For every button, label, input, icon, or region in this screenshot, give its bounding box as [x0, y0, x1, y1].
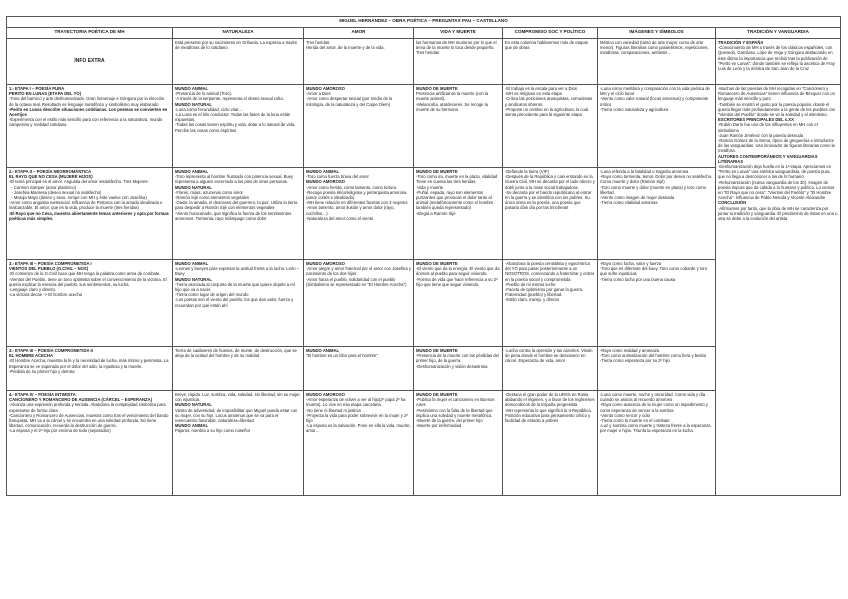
cell-line: -Proyecta la vida para poder sobrevivir en la mujer y 2º hijo	[306, 412, 410, 424]
naturaleza-cell	[173, 85, 304, 168]
cell-heading: CANCIONERO Y ROMANCERO DE AUSENCIA (CÁRCEL – ESPERANZA)	[9, 397, 153, 403]
cell-line: Tres heridas:	[306, 40, 331, 45]
cell-line: Tierra de cadáveres de huesos, de monte, de destrucción, que se aleja de la actitud del hombre y de su maldad	[175, 348, 298, 359]
cell-line: -Naturaleza del amor como el viento	[306, 215, 374, 221]
info-naturaleza	[173, 39, 304, 85]
cell-heading: MUNDO DE MUERTE	[416, 261, 458, 266]
cell-line: -Después de la República y casi entrando en la Guerra Civil, MH se decanta por el lado obrero y doblí junto a la clase social trabajadora.	[505, 174, 597, 190]
cell-line: -A través de la serpiente, representa el deseo sexual culto.	[175, 96, 284, 102]
cell-heading: MUNDO ANIMAL	[175, 86, 209, 91]
cell-line: -Tierra como esperanza por su 2º hijo	[600, 358, 670, 364]
header-vida-muerte: VIDA Y MUERTE	[414, 28, 503, 39]
cell-heading: ESCRITORES PRINCIPALES DEL s.XX	[718, 117, 794, 123]
cell-heading: MUNDO ANIMAL	[306, 348, 340, 353]
amor-cell	[304, 85, 414, 168]
cell-heading: PERITO EN LUNAS (ETAPA DEL YO)	[9, 91, 82, 97]
info-row	[7, 39, 841, 85]
cell-heading: VIENTOS DEL PUEBLO (G.CIVIL – NOS)	[9, 266, 89, 272]
vida-cell	[414, 391, 503, 496]
amor-cell	[304, 168, 414, 260]
cell-heading: MUNDO ANIMAL	[175, 261, 209, 266]
trayectoria-cell	[7, 168, 173, 260]
naturaleza-cell	[173, 168, 304, 260]
cell-line: Breve, rápida. Luz, sombra, vida, soledad, sin libertad, sin su mujer, con injusticia.	[175, 392, 302, 403]
cell-heading: MUNDO DE MUERTE	[416, 348, 458, 353]
header-amor: AMOR	[304, 28, 414, 39]
cell-line: -Toro como muerte y dolor (muerte en plaza) y toro como libertad	[600, 184, 708, 195]
cell-line: -MH tiene relación en diferentes facetas con 3 mujeres	[306, 200, 408, 206]
trayectoria-cell	[7, 347, 173, 391]
compromiso-cell	[503, 391, 598, 496]
cell-line: -Amor como herida, como lamento, como tortura	[306, 184, 397, 190]
cell-heading: MUNDO AMOROSO	[306, 86, 345, 91]
cell-line: -Melancolía, atardeceres. Se recoge la muerte de su hermano.	[416, 101, 490, 112]
cell-line: -Rayo como maldad y amenaza	[600, 348, 660, 353]
cell-line: -Vida y muerte	[416, 184, 444, 190]
cell-line: -La victoria decae -> El hombre acecha	[9, 292, 82, 298]
cell-line: -Deshumanización y visión desastrosa	[416, 363, 488, 369]
cell-heading: CONCLUSIÓN	[718, 200, 747, 206]
cell-line: -Tierra como vitalidad amorosa	[600, 200, 658, 206]
compromiso-cell	[503, 260, 598, 347]
cell-line: -Amor esperanza de volver a ver al hijo(2º papá 2º ha muerto). Lo vive en esa etapa carcelaria.	[306, 397, 407, 408]
table-row	[7, 260, 841, 347]
cell-line: -Tono del barroco y arte deshumanizado. Gran homenaje a Góngora por la elección de la octava real. Resultado es lenguaje metafórico y simbolismo muy elaborado	[9, 96, 166, 107]
cell-heading: 3.- ETAPA III – POESÍA COMPROMETIDA I	[9, 261, 92, 266]
header-trayectoria: TRAYECTORIA POÉTICA DE MH	[7, 28, 173, 39]
cell-line: -Destaca el gran poder de la URSS en Rusia alabando el régimen, y a favor de los regímenes democráticos de la España progresista	[505, 392, 596, 408]
cell-line: -Luna:como fecundidad, ciclo vital…	[175, 106, 243, 112]
cell-line: -Todas las cosas tienen espíritu y vida, dotar a lo natural de vida. Percibe las cosas como espíritus	[175, 122, 297, 133]
cell-line: -Rubén Darío fue uno de los influyentes en MH con el simbolismo	[718, 122, 819, 133]
table-row	[7, 85, 841, 168]
cell-line: -Amor lamento, amor ilusión y amor dolor (rayo, cuchillos…)	[306, 205, 396, 216]
header-imagenes: IMÁGENES Y SÍMBOLOS	[598, 28, 716, 39]
cell-heading: EL RAYO QUE NO CESA (MUJERE HIJOS)	[9, 174, 93, 180]
cell-line: -Amor como despertar sexual (por medio de la mitología, de la naturaleza y del Carpe Diem)	[306, 96, 394, 107]
cell-line: -El comienzo de la G.Civil hace que MH tenga la palabra como arma de combate.	[9, 271, 161, 277]
cell-line: -Toro como fuerza brava del amor	[306, 174, 369, 180]
cell-heading: MUNDO NATURAL	[175, 101, 212, 107]
cell-line: -Defiende la tierra (VIP)	[505, 169, 549, 174]
cell-line: -Se decanta por el bando republicano al entrar en la guerra y se identifica con los pobres. Su único arma es la poesía, una poesía que pasaría días día por las trincheras	[505, 189, 593, 211]
imagenes-cell	[598, 168, 716, 260]
cell-heading: 3.- ETAPA III – POESÍA COMPROMETIDA II	[9, 348, 93, 353]
cell-line: -MH representa lo que significó la II República. Posición educativa para pensamiento crítico y facilidad de estudio a pobres	[505, 407, 593, 424]
cell-heading: MUNDO DE MUERTE	[416, 86, 458, 91]
vida-cell	[414, 168, 503, 260]
naturaleza-cell	[173, 260, 304, 347]
trayectoria-cell	[7, 85, 173, 168]
cell-heading: 1.- ETAPA I – POESÍA PURA	[9, 86, 65, 91]
cell-line: -Toro como ira, muerte en la plaza, vitalidad	[416, 174, 498, 180]
cell-line: -La esposa y el 2º hijo por encima de todo (separados)	[9, 428, 111, 434]
cell-line: -Deshumanización deja huella en la 1ª etapa. Apreciamos en "Perito en Lunas" una estética vanguardista, de poesía pura, que no llega a desconocer a los de lo humano	[718, 164, 833, 180]
naturaleza-cell	[173, 347, 304, 391]
imagenes-cell	[598, 391, 716, 496]
trayectoria-cell	[7, 391, 173, 496]
cell-line: -Lenguaje claro y directo.	[9, 287, 57, 293]
cell-line: -Elegía a Ramón Sijé	[416, 210, 456, 216]
cell-line: -Critica las posiciones anarquistas, comunistas y sindicatos obreros.	[505, 96, 594, 107]
cell-line: -También se mostró el gusto por la poesía popular, donde el quería llegar más profundamente a la gente de los pueblos con "Vientos del Pueblo" donde se ve la soledad y el intimismo.	[718, 101, 837, 118]
header-naturaleza: NATURALEZA	[173, 28, 304, 39]
cell-heading: MUNDO ANIMAL	[306, 169, 340, 174]
header-tradicion: TRADICIÓN Y VANGUARDIA	[716, 28, 841, 39]
cell-line: Viento de adversidad, de imposibilitar que Miguel pueda estar con su mujer, con su hijo. Locus amoenus que se va para el reencuentro favorable. naturaleza=libertad	[175, 407, 299, 424]
amor-cell	[304, 260, 414, 347]
cell-line: -Luna como muerte, noche y oscuridad. Como vida y día cuando se asocia al recuerdo amoroso	[600, 392, 707, 403]
cell-heading: MUNDO DE MUERTE	[416, 392, 458, 397]
table-row	[7, 347, 841, 391]
cell-line: -Experimenta con el estilo más sencillo para con referencia a la naturaleza, mundo campesino y realidad cotidiana	[9, 117, 164, 128]
cell-line: -Presencia de lo animal (Toro).	[175, 91, 233, 97]
vida-cell	[414, 260, 503, 347]
info-compromiso	[503, 39, 598, 85]
cell-heading: MUNDO AMOROSO	[306, 179, 345, 185]
cell-line: -Viento como valor natural (locus amoenus) y componente mítico	[600, 96, 710, 107]
cell-heading: MUNDO NATURAL	[175, 276, 212, 282]
cell-heading: TRADICIÓN Y ESPAÑA	[718, 40, 764, 45]
amor-cell	[304, 347, 414, 391]
cell-line: -Rehumanización (nueva vanguardia de los 30). Imagen de poesía impura que da cabida a lo humano y político. Lo vemos en "El Rayo que no cesa", "Vientos del Pueblo" y "El Hombre Acecha". Influencia de Pablo Neruda y Vicente Aleixandre	[718, 179, 836, 201]
cell-line: -Flores, rosas, azucenas como amor	[175, 189, 243, 195]
cell-line: -El viento que da la energía. El viento que da ánimos al pueblo para seguir viviendo.	[416, 266, 501, 277]
cell-line: Está presente por su nacimiento en Orihuela. La expresa a través de metáforas de lo cotidiano.	[175, 40, 299, 51]
cell-line: -Toro que es diferente del buey. Toro como cobarde y toro que sufre injusticias	[600, 266, 709, 277]
cell-line: -Leones y bueyes para expresar la actitud frente a la lucha. León – Buey	[175, 266, 301, 277]
table-row	[7, 391, 841, 496]
cell-line: -Recoge poesía ética/religiosa y petrarquista amorosa (amor cortés e idealizado).	[306, 189, 408, 201]
cell-line: -Rayo como tormenta, temor. Dolor por deseo no satisfecho. Como muerte y dolor (Ramón Sijé)	[600, 174, 714, 185]
cell-line: -Propone un cambio en la agricultura, lo cual sienta precedente para la siguiente etapa	[505, 106, 590, 118]
info-imagenes	[598, 39, 716, 85]
cell-line: -El tema principal es el amor. Angustia del amor insatisfecho. Tres Mujeres:	[9, 179, 149, 185]
naturaleza-cell	[173, 391, 304, 496]
cell-line: -Toro como animalización del hombre como fiera y bestia	[600, 353, 706, 359]
cell-heading: MUNDO NATURAL	[175, 184, 212, 190]
cell-line: -Publica la mujer el cancionero en Buenos Aires	[416, 397, 496, 408]
cell-line: -MH es religioso en esta etapa	[505, 91, 562, 97]
cell-heading: AUTORES CONTEMPORÁNEOS Y VANGUARDIAS LITERARIAS	[718, 153, 819, 164]
cell-line: -Ramón Sijé como elementos vegetales	[175, 195, 250, 201]
cell-line: - Maruja Mayo (deseo y sexo, rompe con MH y éste vuelve con Josefina)	[9, 195, 147, 201]
header-compromiso: COMPROMISO SOC Y POLÍTICO	[503, 28, 598, 39]
tradicion-main	[716, 85, 841, 496]
cell-line: -Luz y sombra como muerte y tristeza frente a la esperanza por mujer e hijos. Triunfa la esperanza en la lucha.	[600, 423, 712, 434]
cell-line: -Amor a Dios	[306, 91, 331, 97]
cell-line: -Tierra asociada al conjunto de la muerte que quiere dejarle a mí hijo que va a nacer.	[175, 281, 297, 293]
trayectoria-cell	[7, 260, 173, 347]
cell-line: -Tierra como naturaleza y agricultura	[600, 106, 669, 112]
info-vida	[414, 39, 503, 85]
cell-line: -Estilo claro, transp. y directo	[505, 297, 559, 303]
cell-heading: 2.- ETAPA II – POESÍA NEORROMÁNTICA	[9, 169, 92, 174]
cell-line: -Oasis: la amada, el descanso del guerrero, la paz. Utiliza la tierra para despedir a Ramón Sijé con elementos vegetales	[175, 200, 299, 211]
cell-line: En esta columna hablaremos más de etapas que de obras	[505, 40, 590, 51]
cell-line: -No tiene ni libertad ni justicia	[306, 407, 361, 413]
cell-line: -La Luna es el hilo conductor. Todas las fases de la luna están expuestas.	[175, 112, 292, 123]
cell-line: -Viento huracanado, que significa la fuerza de los sentimientos amorosos. Tormenta, rayo relámpago como dolor	[175, 210, 293, 221]
table-row	[7, 168, 841, 260]
compromiso-cell	[503, 168, 598, 260]
tradicion-info	[716, 39, 841, 85]
cell-heading: MUNDO AMOROSO	[306, 392, 345, 397]
cell-line: Pájaros, nombra a su hijo como ruiseñor	[175, 428, 251, 434]
cell-line: -Tierra como lugar de origen del mundo	[175, 292, 249, 298]
imagenes-cell	[598, 347, 716, 391]
cell-line: -Muerte de la guerra, del primer hijo	[416, 418, 483, 424]
vida-cell	[414, 347, 503, 391]
cell-line: -Faceta de optimismo por ganar la guerra. Fraternidad (pueblo) y libertad.	[505, 287, 585, 298]
cell-line: -Muchas de las poesías de MH recogidas en "Cancionero y Romancero de Ausencias" tienen influencia de Bécquer con un lenguaje más sencillo y puro	[718, 86, 837, 102]
cell-line: Herida del amor, de la muerte y de la vida.	[306, 45, 385, 51]
cell-line: -Luna referida a la fatalidad o tragedia amorosa	[600, 169, 689, 174]
cell-line: los hermanos de MH murieron por lo que el tema de la muerte lo toca desde pequeño. Tres heridas	[416, 40, 498, 56]
cell-line: Tiene en cuenta las tres heridas	[416, 179, 476, 185]
cell-line: -Presencia de la muerte con las pérdidas del primer hijo, de la guerra.	[416, 353, 501, 364]
cell-line: -Rayo como ausencia de la mujer como un impedimento y como esperanza de vencer a la sombra	[600, 402, 710, 413]
cell-line: "El hombre es un lobo para el hombre"	[306, 353, 378, 359]
cell-line: -Juan Ramón Jiménez con la poesía desnuda	[718, 132, 804, 138]
amor-cell	[304, 391, 414, 496]
vida-cell	[414, 85, 503, 168]
cell-heading: -Perito en Lunas describe situaciones cotidianas. Los poemas se convierten en Acertijos	[9, 106, 169, 118]
cell-heading: MUNDO ANIMAL	[175, 169, 209, 174]
cell-line: Métrica con variedad (tanto de arte mayor como de arte menor). Figuras literarias como paralelismos, repeticiones, metáforas, comparaciones, antítesis…	[600, 40, 710, 56]
cell-line: -Amor como angustia existencial. Influencia de Petrarca con la amada idealizada e inalcanzable. El amor, que es la vida, produce la muerte (tres heridas)	[9, 200, 164, 211]
cell-line: -Conocimiento de MH a través de los clásicos españoles, con Quevedo, Garcilaso, Lope de Vega y Góngora destacando en éste último la importancia que recibió tras la publicación de "Perito en Lunas", donde también se refleja la ascética de Fray Luis de León y la mística de San Juan de la Cruz	[718, 45, 836, 72]
cell-heading: MUNDO NATURAL	[175, 402, 212, 408]
compromiso-cell	[503, 85, 598, 168]
cell-line: -Los poetas son el viento del pueblo, los que dan valor, fuerza y recuerdan por qué están ahí	[175, 297, 295, 308]
cell-line: -Pesimismo con la falta de la libertad que implica una soledad y muerte metafórica.	[416, 407, 494, 418]
imagenes-cell	[598, 260, 716, 347]
cell-line: -Toro representa al hombre frustrado con potencia sexual. Buey representa a alguien encerrado a los pies de otras personas.	[175, 174, 295, 185]
cell-line: -Viento como rencor y odio	[600, 412, 650, 418]
cell-line: (Simbolismo se representado en "El Hombre Acecha")	[306, 281, 407, 287]
cell-line: -Luna como metáfora y comparación con la vida poética de MH y el ciclo lunar	[600, 86, 712, 97]
cell-line: Presencia artificial de la muerte (con la muerte animal).	[416, 91, 490, 102]
cell-heading: -El Rayo que no Cesa, muestra abiertamente temas anteriores y opta por formas poéticas más simples.	[9, 210, 171, 221]
cell-line: - Josefina Manresa (deseo sexual no satisfecho)	[9, 189, 102, 195]
cell-line: -Alcanza una expresión profunda y sentida. Abandona la complejidad simbólica para expresarse de forma clara	[9, 402, 167, 413]
cell-line: -Lucha contra la opresión y las cárceles. Visión de pena donde el hombre se desvanece en cárcel. Esperanza de vida, amor	[505, 348, 594, 364]
cell-line: -Tierra como la muerte en el combate	[600, 418, 670, 424]
cell-line: - Carmen Samper (amor platónico)	[9, 184, 77, 190]
study-table	[6, 16, 841, 496]
compromiso-cell	[503, 347, 598, 391]
cell-line: -El Hombre Acecha, muestra la fe y la necesidad de lucha, más íntimo y pesimista. La Esperanza se ve superada por el dolor del odio, la injusticia y la muerte.	[9, 358, 170, 369]
cell-line: -Cancionero y Romancero de Ausencias, muestra como tras el vencimiento del bando franquista, MH va a la cárcel y se encuentra en una soledad profunda. No tiene libertad, comunicación, recuerda la destrucción de guerra.	[9, 412, 170, 429]
cell-line: -Ramón Gómez de la Serna, típico de greguerías e introductor de las vanguardias. Uso innovador de figuras literarias como la metáfora.	[718, 138, 837, 154]
cell-line: -Muerte por enfermedad	[416, 423, 462, 429]
cell-line: -Viento como imagen de mujer deseada	[600, 195, 675, 201]
cell-heading: EL HOMBRE ACECHA	[9, 353, 53, 359]
cell-line: -Pueblo de mi misma leche	[505, 281, 556, 287]
cell-line: -Abandona la poesía centralista y egocéntrica del YO para pasar posteriormente a un NOSOTROS, comenzando a fraternizar y entrar en la poesía social y comprometida	[505, 261, 596, 282]
cell-heading: MUNDO ANIMAL	[175, 423, 209, 429]
cell-line: -El trabajo es la escala para ver a Dios	[505, 86, 577, 91]
cell-line: -Vientos del Pueblo, tiene un tono optimista sobre el convencimiento de la victoria. El quería explicar la esencia del pueblo, sus sentimientos, su lucha.	[9, 276, 168, 287]
cell-line: -Puñal, espada, rayo son elementos punzantes que provocan el dolor tanto al animal (metafóricamente como el hombre también queda representado)	[416, 189, 495, 211]
cell-line: -Tierra como lucha por una buena causa	[600, 276, 676, 282]
cell-heading: MUNDO AMOROSO	[306, 261, 345, 266]
header-row	[7, 28, 841, 39]
cell-line: -Pérdida de su primer hijo y derrota	[9, 368, 75, 374]
cell-line: -Amor hacia el pueblo, solidaridad con el pueblo	[306, 276, 396, 282]
cell-line: -Afirmamos por tanto, que la obra de MH se caracteriza por juntar la tradición y vanguardia. El predominio de éstas en una u otra se debe a la evolución del artista	[718, 205, 839, 222]
cell-line: -La esposa es la salvación. Pone en ella la vida, muerte, amor…	[306, 423, 412, 434]
cell-line: -Amor alegre y amor fraternal por el amor con Josefina y nacimiento de los dos hijos	[306, 266, 413, 277]
info-amor	[304, 39, 414, 85]
cell-line: -Poema de vida que hace referencia a su 2º hijo que tiene que seguir viviendo.	[416, 276, 499, 287]
imagenes-cell	[598, 85, 716, 168]
cell-line: -Rayo como lucha, valor y fuerza	[600, 261, 662, 266]
cell-heading: 4.- ETAPA IV – POESÍA INTIMISTA	[9, 392, 76, 397]
document-title: MIGUEL HERNÁNDEZ – OBRA POÉTICA – PREGUNTAS PAU – CASTELLANO	[7, 17, 841, 28]
cell-heading: MUNDO DE MUERTE	[416, 169, 458, 174]
info-label: INFO EXTRA	[7, 39, 173, 85]
